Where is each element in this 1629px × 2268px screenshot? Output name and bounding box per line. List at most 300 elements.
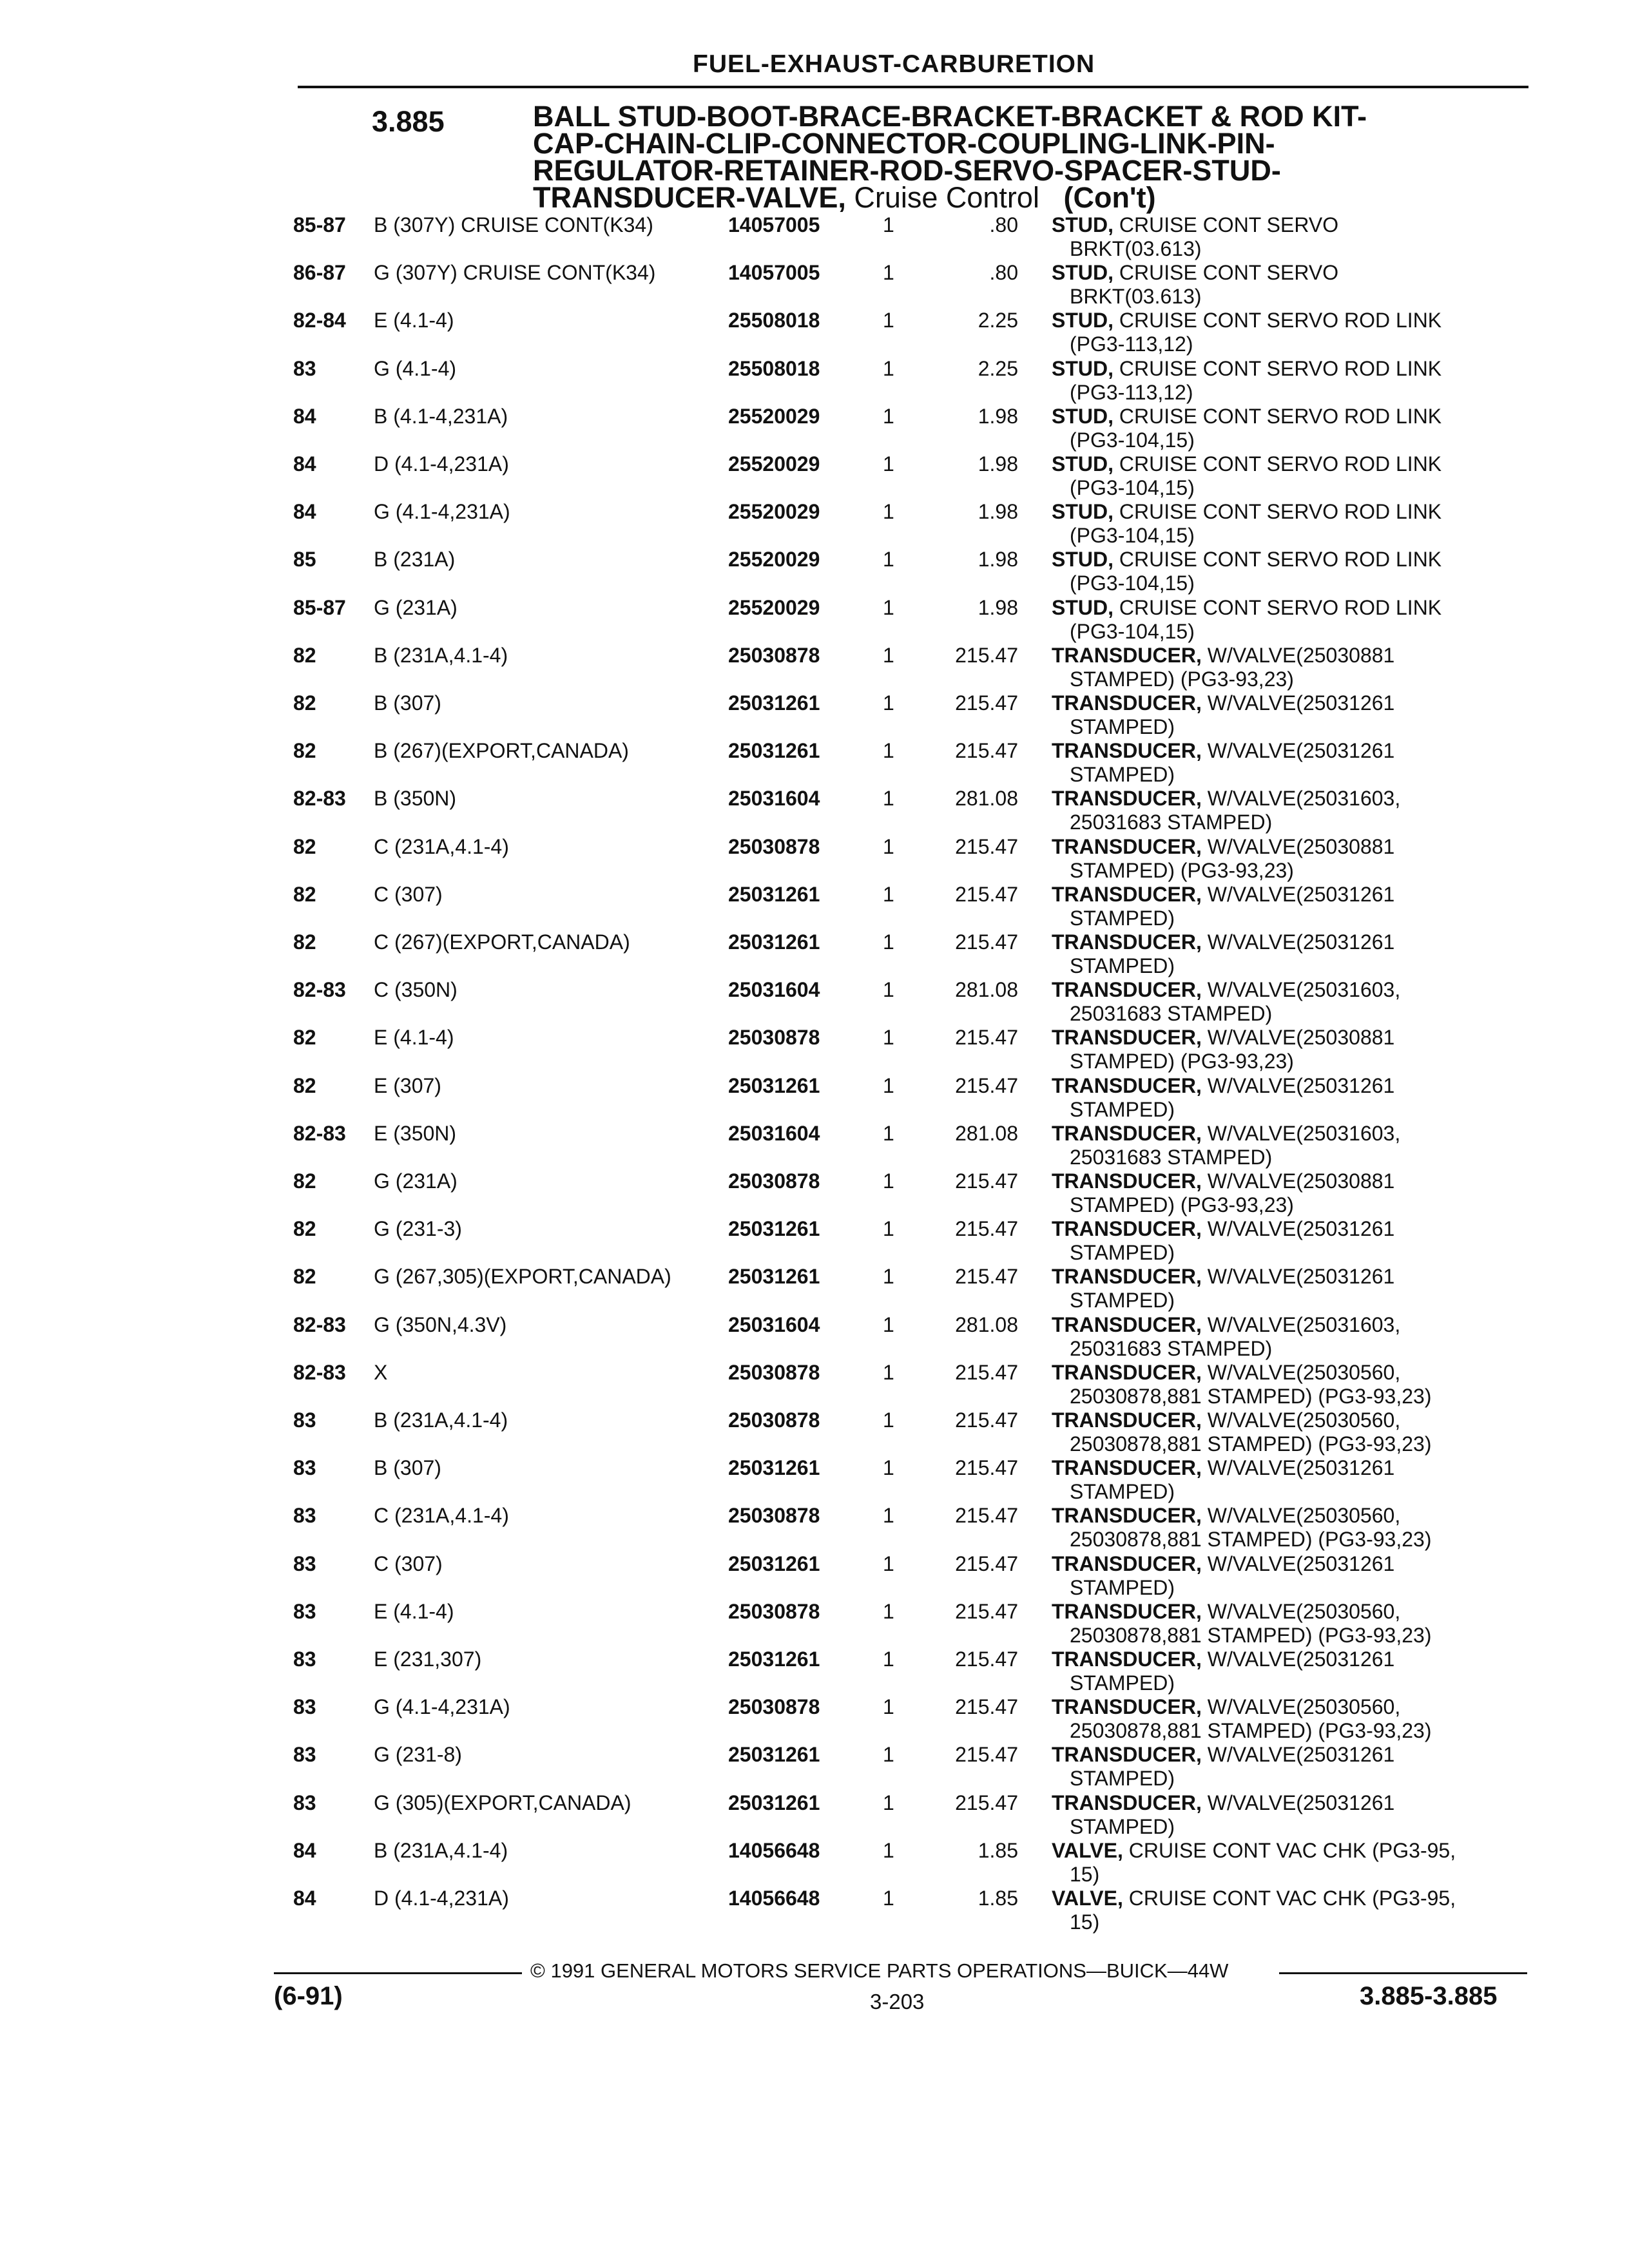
price-cell: 1.85 xyxy=(978,1838,1018,1862)
description-line-2: STAMPED) (PG3-93,23) xyxy=(1070,667,1294,691)
description-line-1: W/VALVE(25031603, xyxy=(1201,787,1401,811)
price-cell: 1.85 xyxy=(978,1887,1018,1910)
application-cell: B (231A,4.1-4) xyxy=(374,1408,508,1432)
application-cell: G (350N,4.3V) xyxy=(374,1312,507,1336)
application-cell: E (4.1-4) xyxy=(374,1599,454,1623)
running-head: FUEL-EXHAUST-CARBURETION xyxy=(693,50,1095,78)
part-name: STUD, xyxy=(1052,261,1113,285)
table-row xyxy=(0,978,1629,1026)
application-cell: E (231,307) xyxy=(374,1648,482,1671)
part-number-cell: 25030878 xyxy=(728,1360,820,1384)
price-cell: 215.47 xyxy=(955,1408,1018,1432)
description-cell xyxy=(1052,930,1528,978)
quantity-cell: 1 xyxy=(883,1121,894,1145)
year-cell: 82-83 xyxy=(293,1360,346,1384)
description-line-2: STAMPED) xyxy=(1070,954,1175,977)
description-cell xyxy=(1052,1552,1528,1600)
quantity-cell: 1 xyxy=(883,500,894,524)
price-cell: .80 xyxy=(989,261,1018,285)
year-cell: 82 xyxy=(293,1265,316,1289)
quantity-cell: 1 xyxy=(883,404,894,428)
description-cell xyxy=(1052,1600,1528,1648)
price-cell: 215.47 xyxy=(955,643,1018,667)
table-row xyxy=(0,1887,1629,1934)
part-number-cell: 25031604 xyxy=(728,787,820,811)
description-line-2: STAMPED) (PG3-93,23) xyxy=(1070,1050,1294,1073)
application-cell: C (231A,4.1-4) xyxy=(374,834,509,858)
price-cell: 1.98 xyxy=(978,500,1018,524)
description-cell xyxy=(1052,1743,1528,1791)
description-cell xyxy=(1052,1026,1528,1073)
description-line-2: (PG3-113,12) xyxy=(1070,332,1193,356)
description-line-2: (PG3-104,15) xyxy=(1070,428,1195,452)
part-name: TRANSDUCER, xyxy=(1052,1217,1202,1241)
application-cell: G (4.1-4,231A) xyxy=(374,500,510,524)
part-name: TRANSDUCER, xyxy=(1052,1599,1202,1623)
application-cell: X xyxy=(374,1360,388,1384)
table-row xyxy=(0,1839,1629,1887)
part-name: TRANSDUCER, xyxy=(1052,739,1202,763)
description-line-1: W/VALVE(25031261 xyxy=(1201,882,1395,906)
header-rule xyxy=(298,86,1528,88)
price-cell: 1.98 xyxy=(978,548,1018,572)
title-line: BALL STUD-BOOT-BRACE-BRACKET-BRACKET & ROD KIT- xyxy=(533,100,1367,133)
description-line-1: W/VALVE(25030881 xyxy=(1201,643,1395,667)
description-line-1: W/VALVE(25031603, xyxy=(1201,1312,1401,1336)
table-row xyxy=(0,1600,1629,1648)
price-cell: 2.25 xyxy=(978,309,1018,332)
date-code: (6-91) xyxy=(274,1982,343,2010)
part-number-cell: 25031261 xyxy=(728,1217,820,1241)
quantity-cell: 1 xyxy=(883,1599,894,1623)
part-number-cell: 25520029 xyxy=(728,404,820,428)
table-row xyxy=(0,1743,1629,1791)
year-cell: 85 xyxy=(293,548,316,572)
year-cell: 82-83 xyxy=(293,1121,346,1145)
part-number-cell: 25520029 xyxy=(728,500,820,524)
description-line-1: CRUISE CONT SERVO xyxy=(1113,261,1339,285)
quantity-cell: 1 xyxy=(883,1217,894,1241)
description-line-1: CRUISE CONT VAC CHK (PG3-95, xyxy=(1123,1887,1456,1910)
part-number-cell: 25031261 xyxy=(728,930,820,954)
description-line-2: STAMPED) xyxy=(1070,906,1175,930)
price-cell: .80 xyxy=(989,213,1018,236)
description-line-1: W/VALVE(25031261 xyxy=(1201,930,1395,954)
part-name: VALVE, xyxy=(1052,1838,1123,1862)
description-line-2: (PG3-104,15) xyxy=(1070,619,1195,643)
year-cell: 84 xyxy=(293,1887,316,1910)
application-cell: C (267)(EXPORT,CANADA) xyxy=(374,930,630,954)
description-cell xyxy=(1052,1217,1528,1265)
description-line-1: W/VALVE(25031261 xyxy=(1201,1217,1395,1241)
table-row xyxy=(0,1552,1629,1600)
part-name: STUD, xyxy=(1052,452,1113,476)
quantity-cell: 1 xyxy=(883,1408,894,1432)
part-number-cell: 25031604 xyxy=(728,1312,820,1336)
description-cell xyxy=(1052,739,1528,787)
price-cell: 215.47 xyxy=(955,1599,1018,1623)
year-cell: 82 xyxy=(293,691,316,715)
description-line-1: W/VALVE(25031603, xyxy=(1201,978,1401,1002)
application-cell: B (350N) xyxy=(374,787,457,811)
application-cell: E (4.1-4) xyxy=(374,309,454,332)
application-cell: G (231A) xyxy=(374,595,458,619)
quantity-cell: 1 xyxy=(883,930,894,954)
table-row xyxy=(0,644,1629,691)
table-row xyxy=(0,548,1629,595)
part-number-cell: 25031261 xyxy=(728,882,820,906)
year-cell: 83 xyxy=(293,356,316,380)
application-cell: D (4.1-4,231A) xyxy=(374,1887,509,1910)
price-cell: 215.47 xyxy=(955,1743,1018,1767)
year-cell: 83 xyxy=(293,1791,316,1814)
part-number-cell: 25031261 xyxy=(728,1552,820,1575)
description-line-2: 25030878,881 STAMPED) (PG3-93,23) xyxy=(1070,1384,1432,1408)
year-cell: 83 xyxy=(293,1552,316,1575)
application-cell: B (307Y) CRUISE CONT(K34) xyxy=(374,213,653,236)
description-line-1: W/VALVE(25031261 xyxy=(1201,1456,1395,1480)
part-number-cell: 25520029 xyxy=(728,595,820,619)
part-number-cell: 25030878 xyxy=(728,1169,820,1193)
table-row xyxy=(0,261,1629,309)
description-line-1: W/VALVE(25030881 xyxy=(1201,1026,1395,1050)
year-cell: 83 xyxy=(293,1456,316,1480)
year-cell: 82 xyxy=(293,1217,316,1241)
price-cell: 281.08 xyxy=(955,787,1018,811)
application-cell: D (4.1-4,231A) xyxy=(374,452,509,476)
description-line-2: 25030878,881 STAMPED) (PG3-93,23) xyxy=(1070,1432,1432,1456)
year-cell: 82-83 xyxy=(293,1312,346,1336)
part-name: TRANSDUCER, xyxy=(1052,1312,1202,1336)
description-cell xyxy=(1052,548,1528,595)
part-number-cell: 25031261 xyxy=(728,1456,820,1480)
part-name: STUD, xyxy=(1052,548,1113,572)
year-cell: 82-83 xyxy=(293,978,346,1002)
part-number-cell: 25030878 xyxy=(728,1408,820,1432)
price-cell: 1.98 xyxy=(978,595,1018,619)
application-cell: B (231A,4.1-4) xyxy=(374,643,508,667)
description-line-2: (PG3-113,12) xyxy=(1070,380,1193,404)
part-name: TRANSDUCER, xyxy=(1052,1456,1202,1480)
description-cell xyxy=(1052,1504,1528,1552)
title-line: TRANSDUCER-VALVE, xyxy=(533,181,846,214)
description-line-2: 25031683 STAMPED) xyxy=(1070,811,1273,834)
description-line-2: (PG3-104,15) xyxy=(1070,572,1195,595)
application-cell: G (4.1-4,231A) xyxy=(374,1695,510,1719)
description-line-2: STAMPED) xyxy=(1070,1097,1175,1121)
table-row xyxy=(0,309,1629,356)
part-name: TRANSDUCER, xyxy=(1052,1695,1202,1719)
description-line-1: CRUISE CONT SERVO ROD LINK xyxy=(1113,548,1442,572)
part-name: VALVE, xyxy=(1052,1887,1123,1910)
price-cell: 215.47 xyxy=(955,1695,1018,1719)
part-name: TRANSDUCER, xyxy=(1052,1026,1202,1050)
application-cell: B (307) xyxy=(374,1456,441,1480)
description-line-1: W/VALVE(25030881 xyxy=(1201,1169,1395,1193)
application-cell: G (4.1-4) xyxy=(374,356,457,380)
description-cell xyxy=(1052,1074,1528,1122)
part-number-cell: 25030878 xyxy=(728,643,820,667)
table-row xyxy=(0,596,1629,644)
year-cell: 82 xyxy=(293,834,316,858)
part-name: TRANSDUCER, xyxy=(1052,787,1202,811)
table-row xyxy=(0,883,1629,930)
application-cell: G (307Y) CRUISE CONT(K34) xyxy=(374,261,656,285)
part-number-cell: 25031604 xyxy=(728,1121,820,1145)
application-cell: E (4.1-4) xyxy=(374,1026,454,1050)
description-cell xyxy=(1052,405,1528,452)
price-cell: 215.47 xyxy=(955,739,1018,763)
table-row xyxy=(0,357,1629,405)
quantity-cell: 1 xyxy=(883,1456,894,1480)
description-cell xyxy=(1052,1361,1528,1408)
quantity-cell: 1 xyxy=(883,1265,894,1289)
year-cell: 84 xyxy=(293,500,316,524)
description-line-1: CRUISE CONT SERVO ROD LINK xyxy=(1113,404,1442,428)
price-cell: 215.47 xyxy=(955,1217,1018,1241)
table-row xyxy=(0,1695,1629,1743)
quantity-cell: 1 xyxy=(883,1695,894,1719)
description-line-2: STAMPED) xyxy=(1070,1289,1175,1312)
year-cell: 84 xyxy=(293,404,316,428)
quantity-cell: 1 xyxy=(883,834,894,858)
part-name: TRANSDUCER, xyxy=(1052,1121,1202,1145)
table-row xyxy=(0,1265,1629,1312)
description-cell xyxy=(1052,1791,1528,1839)
title-cont: (Con't) xyxy=(1063,181,1156,214)
description-line-1: W/VALVE(25031261 xyxy=(1201,1648,1395,1671)
quantity-cell: 1 xyxy=(883,739,894,763)
price-cell: 215.47 xyxy=(955,882,1018,906)
part-name: TRANSDUCER, xyxy=(1052,1743,1202,1767)
application-cell: B (4.1-4,231A) xyxy=(374,404,508,428)
price-cell: 215.47 xyxy=(955,1504,1018,1528)
quantity-cell: 1 xyxy=(883,1073,894,1097)
price-cell: 215.47 xyxy=(955,1648,1018,1671)
quantity-cell: 1 xyxy=(883,643,894,667)
part-number-cell: 25031261 xyxy=(728,1265,820,1289)
description-cell xyxy=(1052,1648,1528,1695)
table-row xyxy=(0,1791,1629,1839)
description-line-1: CRUISE CONT VAC CHK (PG3-95, xyxy=(1123,1838,1456,1862)
price-cell: 2.25 xyxy=(978,356,1018,380)
year-cell: 86-87 xyxy=(293,261,346,285)
quantity-cell: 1 xyxy=(883,261,894,285)
description-cell xyxy=(1052,309,1528,356)
description-line-1: W/VALVE(25031261 xyxy=(1201,739,1395,763)
description-cell xyxy=(1052,787,1528,834)
year-cell: 82 xyxy=(293,1026,316,1050)
description-line-2: STAMPED) xyxy=(1070,1241,1175,1265)
description-line-2: (PG3-104,15) xyxy=(1070,476,1195,499)
application-cell: B (267)(EXPORT,CANADA) xyxy=(374,739,629,763)
description-cell xyxy=(1052,644,1528,691)
section-title xyxy=(533,100,1499,214)
year-cell: 83 xyxy=(293,1743,316,1767)
table-row xyxy=(0,1169,1629,1217)
description-line-1: CRUISE CONT SERVO ROD LINK xyxy=(1113,356,1442,380)
price-cell: 215.47 xyxy=(955,834,1018,858)
title-line: CAP-CHAIN-CLIP-CONNECTOR-COUPLING-LINK-PIN- xyxy=(533,127,1275,160)
quantity-cell: 1 xyxy=(883,1743,894,1767)
table-row xyxy=(0,1361,1629,1408)
year-cell: 83 xyxy=(293,1408,316,1432)
price-cell: 1.98 xyxy=(978,452,1018,476)
quantity-cell: 1 xyxy=(883,213,894,236)
description-line-2: STAMPED) xyxy=(1070,1767,1175,1791)
year-cell: 85-87 xyxy=(293,595,346,619)
table-row xyxy=(0,1456,1629,1504)
description-cell xyxy=(1052,1887,1528,1934)
description-cell xyxy=(1052,835,1528,883)
description-line-1: W/VALVE(25031261 xyxy=(1201,1743,1395,1767)
table-row xyxy=(0,1313,1629,1361)
price-cell: 215.47 xyxy=(955,1265,1018,1289)
part-name: TRANSDUCER, xyxy=(1052,930,1202,954)
year-cell: 84 xyxy=(293,452,316,476)
year-cell: 82 xyxy=(293,1073,316,1097)
description-cell xyxy=(1052,1408,1528,1456)
quantity-cell: 1 xyxy=(883,1360,894,1384)
description-line-1: CRUISE CONT SERVO ROD LINK xyxy=(1113,500,1442,524)
description-line-2: BRKT(03.613) xyxy=(1070,237,1202,260)
part-name: TRANSDUCER, xyxy=(1052,1169,1202,1193)
description-line-1: CRUISE CONT SERVO ROD LINK xyxy=(1113,309,1442,332)
part-name: STUD, xyxy=(1052,213,1113,236)
quantity-cell: 1 xyxy=(883,1648,894,1671)
description-line-2: 25030878,881 STAMPED) (PG3-93,23) xyxy=(1070,1623,1432,1647)
description-line-2: 15) xyxy=(1070,1862,1100,1886)
part-name: TRANSDUCER, xyxy=(1052,1360,1202,1384)
description-line-1: W/VALVE(25030560, xyxy=(1201,1360,1401,1384)
part-number-cell: 25031604 xyxy=(728,978,820,1002)
description-cell xyxy=(1052,596,1528,644)
application-cell: B (231A,4.1-4) xyxy=(374,1838,508,1862)
part-name: STUD, xyxy=(1052,404,1113,428)
part-number-cell: 14057005 xyxy=(728,213,820,236)
part-number-cell: 14056648 xyxy=(728,1887,820,1910)
part-name: TRANSDUCER, xyxy=(1052,834,1202,858)
quantity-cell: 1 xyxy=(883,548,894,572)
part-name: TRANSDUCER, xyxy=(1052,1648,1202,1671)
table-row xyxy=(0,787,1629,834)
price-cell: 215.47 xyxy=(955,1073,1018,1097)
description-cell xyxy=(1052,1839,1528,1887)
part-name: TRANSDUCER, xyxy=(1052,1791,1202,1814)
part-name: STUD, xyxy=(1052,356,1113,380)
description-line-1: CRUISE CONT SERVO ROD LINK xyxy=(1113,595,1442,619)
price-cell: 281.08 xyxy=(955,1121,1018,1145)
part-number-cell: 25030878 xyxy=(728,1695,820,1719)
footer-rule-left xyxy=(274,1972,522,1974)
part-number-cell: 25031261 xyxy=(728,1791,820,1814)
description-line-2: STAMPED) xyxy=(1070,715,1175,738)
part-number-cell: 25031261 xyxy=(728,1073,820,1097)
description-line-2: STAMPED) xyxy=(1070,1575,1175,1599)
description-line-1: W/VALVE(25030560, xyxy=(1201,1599,1401,1623)
part-name: STUD, xyxy=(1052,309,1113,332)
quantity-cell: 1 xyxy=(883,882,894,906)
quantity-cell: 1 xyxy=(883,356,894,380)
year-cell: 82 xyxy=(293,882,316,906)
price-cell: 215.47 xyxy=(955,691,1018,715)
part-number-cell: 25508018 xyxy=(728,356,820,380)
title-line: REGULATOR-RETAINER-ROD-SERVO-SPACER-STUD- xyxy=(533,154,1281,187)
description-line-1: W/VALVE(25031261 xyxy=(1201,1552,1395,1575)
section-number: 3.885 xyxy=(372,105,445,138)
application-cell: C (307) xyxy=(374,882,443,906)
price-cell: 1.98 xyxy=(978,404,1018,428)
year-cell: 82 xyxy=(293,739,316,763)
description-line-2: STAMPED) xyxy=(1070,1814,1175,1838)
table-row xyxy=(0,1074,1629,1122)
description-line-2: 25030878,881 STAMPED) (PG3-93,23) xyxy=(1070,1528,1432,1552)
quantity-cell: 1 xyxy=(883,1026,894,1050)
quantity-cell: 1 xyxy=(883,1838,894,1862)
application-cell: C (350N) xyxy=(374,978,458,1002)
application-cell: G (305)(EXPORT,CANADA) xyxy=(374,1791,631,1814)
price-cell: 215.47 xyxy=(955,1456,1018,1480)
description-line-1: W/VALVE(25030881 xyxy=(1201,834,1395,858)
copyright-notice: © 1991 GENERAL MOTORS SERVICE PARTS OPERATIONS—BUICK—44W xyxy=(530,1959,1229,1982)
application-cell: B (231A) xyxy=(374,548,456,572)
table-row xyxy=(0,405,1629,452)
part-number-cell: 25031261 xyxy=(728,1743,820,1767)
year-cell: 84 xyxy=(293,1838,316,1862)
quantity-cell: 1 xyxy=(883,1312,894,1336)
year-cell: 82-84 xyxy=(293,309,346,332)
quantity-cell: 1 xyxy=(883,1552,894,1575)
table-row xyxy=(0,1122,1629,1169)
description-line-1: W/VALVE(25031261 xyxy=(1201,691,1395,715)
part-number-cell: 25031261 xyxy=(728,739,820,763)
price-cell: 215.47 xyxy=(955,930,1018,954)
price-cell: 281.08 xyxy=(955,1312,1018,1336)
year-cell: 82 xyxy=(293,930,316,954)
description-line-1: CRUISE CONT SERVO ROD LINK xyxy=(1113,452,1442,476)
part-name: TRANSDUCER, xyxy=(1052,643,1202,667)
description-cell xyxy=(1052,883,1528,930)
table-row xyxy=(0,1026,1629,1073)
part-number-cell: 25030878 xyxy=(728,834,820,858)
part-number-cell: 25030878 xyxy=(728,1026,820,1050)
description-cell xyxy=(1052,213,1528,261)
table-row xyxy=(0,1504,1629,1552)
description-cell xyxy=(1052,691,1528,739)
table-row xyxy=(0,1217,1629,1265)
description-cell xyxy=(1052,1456,1528,1504)
description-cell xyxy=(1052,500,1528,548)
description-cell xyxy=(1052,1695,1528,1743)
table-row xyxy=(0,500,1629,548)
table-row xyxy=(0,835,1629,883)
description-line-1: W/VALVE(25031603, xyxy=(1201,1121,1401,1145)
description-line-1: CRUISE CONT SERVO xyxy=(1113,213,1339,236)
quantity-cell: 1 xyxy=(883,1887,894,1910)
description-line-2: STAMPED) (PG3-93,23) xyxy=(1070,1193,1294,1216)
part-name: STUD, xyxy=(1052,595,1113,619)
table-row xyxy=(0,213,1629,261)
part-name: TRANSDUCER, xyxy=(1052,1504,1202,1528)
description-cell xyxy=(1052,1122,1528,1169)
quantity-cell: 1 xyxy=(883,1169,894,1193)
year-cell: 83 xyxy=(293,1695,316,1719)
description-line-1: W/VALVE(25030560, xyxy=(1201,1504,1401,1528)
application-cell: G (231-8) xyxy=(374,1743,462,1767)
price-cell: 215.47 xyxy=(955,1360,1018,1384)
part-name: TRANSDUCER, xyxy=(1052,1408,1202,1432)
part-number-cell: 25030878 xyxy=(728,1504,820,1528)
